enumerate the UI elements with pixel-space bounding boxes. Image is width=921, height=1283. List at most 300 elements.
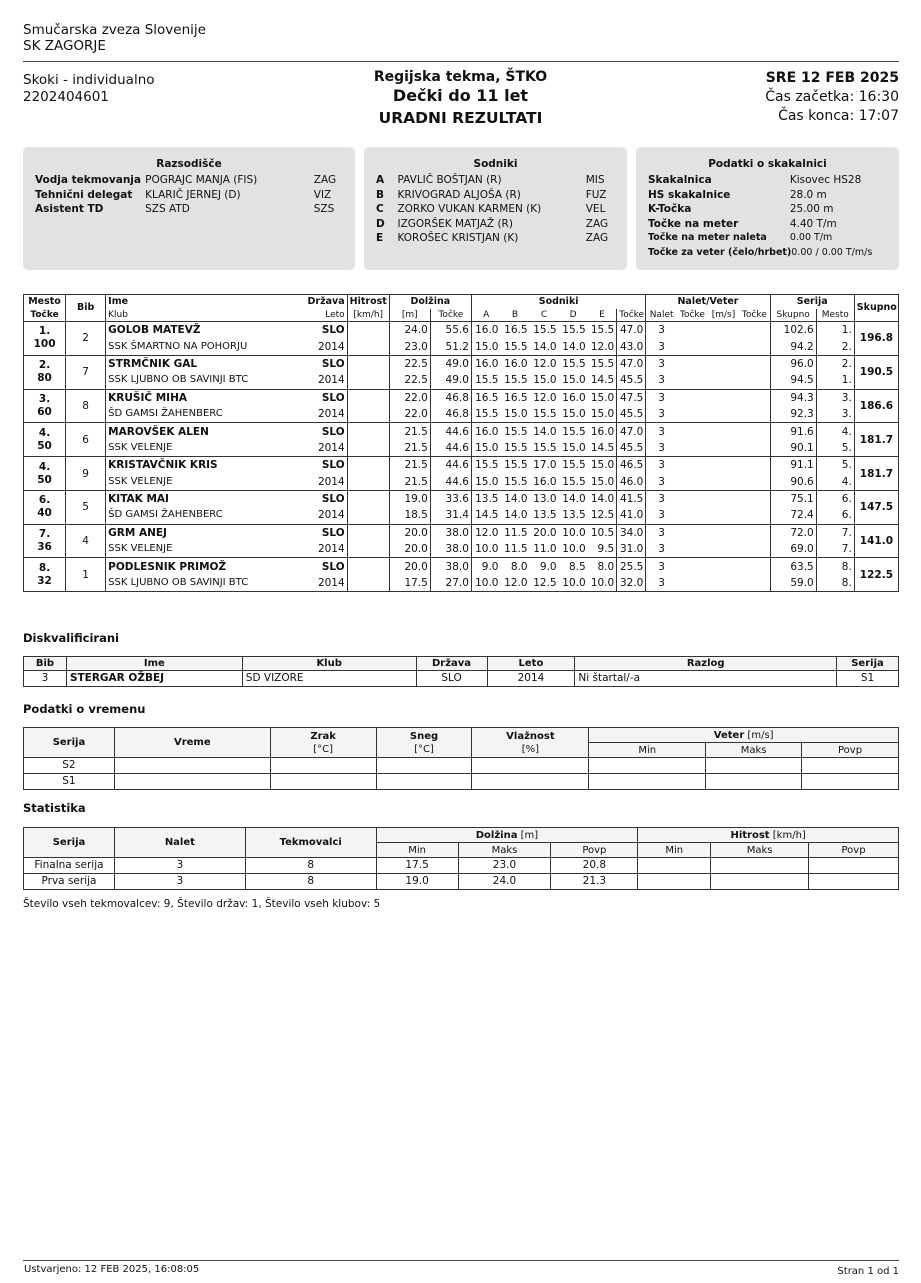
wind-points [739,423,770,440]
judge-score-a: 15.5 [471,372,500,389]
speed [347,490,389,507]
wind [708,423,739,440]
rank: 4. [38,460,51,473]
distance: 20.0 [389,541,430,558]
bib: 7 [66,355,106,389]
hill-label: HS skakalnice [648,188,731,201]
jury-code: VIZ [313,188,332,201]
club: SSK VELENJE [106,474,302,491]
judge-score-c: 12.0 [533,357,557,370]
wx-hdr-max: Maks [706,743,802,758]
gate: 3 [646,524,677,541]
stats-table [23,827,899,890]
series-total: 94.5 [770,372,816,389]
hdr-judges: Sodniki [471,295,645,309]
nation: SLO [302,524,347,541]
judge-letter: D [376,217,385,230]
judge-score-e: 12.0 [588,338,617,355]
judge-score-d: 16.0 [562,391,586,404]
athlete-name: GRM ANEJ [106,524,302,541]
athlete-name: STRMČNIK GAL [106,355,302,372]
total-points: 190.5 [854,355,898,389]
wind [708,372,739,389]
judge-code: VEL [585,203,606,216]
series-rank: 3. [816,406,854,423]
gate-points [677,423,708,440]
st-hdr-len-min: Min [376,843,458,858]
hdr-judge-e: E [588,309,617,322]
distance-points: 33.6 [430,490,471,507]
hdr-wind-unit: [m/s] [708,309,739,322]
hdr-gate: Nalet [646,309,677,322]
distance: 23.0 [389,338,430,355]
nation: SLO [302,490,347,507]
judge-score-c: 13.0 [533,493,557,506]
speed [347,389,389,406]
speed [347,558,389,575]
judge-name: KOROŠEC KRISTJAN (K) [397,232,519,245]
st-hdr-length: Dolžina [m] [376,828,638,843]
distance: 24.0 [389,322,430,339]
jury-code: ZAG [313,174,337,186]
weather-row [24,774,899,790]
dq-hdr-name: Ime [66,657,242,671]
result-row [24,524,899,541]
jury-code: SZS [313,203,335,216]
hill-row [648,246,887,261]
dq-year: 2014 [487,671,575,687]
distance-points: 49.0 [430,372,471,389]
weather-snow [376,758,472,774]
wind [708,406,739,423]
judge-points: 25.5 [617,558,646,575]
hdr-nation: Država [302,295,347,309]
series-total: 91.6 [770,423,816,440]
club: SSK LJUBNO OB SAVINJI BTC [106,372,302,389]
rank-cell [24,423,66,457]
birth-year: 2014 [302,338,347,355]
dq-hdr-series: Serija [837,657,899,671]
wx-hdr-avg: Povp [802,743,899,758]
judge-name: PAVLIČ BOŠTJAN (R) [397,174,502,186]
hdr-series-rank: Mesto [816,309,854,322]
page-number: Stran 1 od 1 [837,1266,899,1277]
judge-score-e: 8.0 [588,558,617,575]
hdr-bib: Bib [66,295,106,322]
series-total: 90.1 [770,440,816,457]
club: SSK LJUBNO OB SAVINJI BTC [106,575,302,592]
cup-points: 40 [37,507,52,520]
distance-points: 38.0 [430,558,471,575]
judge-score-d: 10.0 [559,575,588,592]
judge-score-e: 15.0 [588,474,617,491]
wx-hdr-humidity: Vlažnost [%] [472,728,589,758]
judge-score-a: 13.5 [471,490,500,507]
judge-score-a: 15.0 [471,338,500,355]
total-points: 196.8 [854,322,898,356]
gate-points [677,457,708,474]
judge-score-b: 14.0 [500,507,529,524]
distance-points: 49.0 [430,355,471,372]
birth-year: 2014 [302,372,347,389]
judge-score-a: 15.5 [471,406,500,423]
hill-label: K-Točka [648,203,692,216]
wind-points [739,575,770,592]
club: SSK VELENJE [106,541,302,558]
wind-points [739,541,770,558]
stats-len-max: 24.0 [458,874,551,890]
cup-points: 100 [33,338,56,351]
birth-year: 2014 [302,507,347,524]
speed [347,322,389,339]
judge-score-b: 12.0 [500,575,529,592]
stats-gate: 3 [114,858,245,874]
judge-letter: B [376,188,385,201]
jury-row [35,173,343,188]
gate: 3 [646,575,677,592]
wx-hdr-time: Vreme [114,728,270,758]
judge-score-c: 15.5 [530,406,559,423]
hdr-dist-points: Točke [430,309,471,322]
dq-hdr-club: Klub [242,657,416,671]
series-rank: 4. [816,423,854,440]
series-rank: 1. [816,372,854,389]
event-doc-type: URADNI REZULTATI [378,109,543,127]
bib: 1 [66,558,106,592]
judge-score-e: 10.0 [588,575,617,592]
jury-box [23,147,355,270]
speed [347,541,389,558]
stats-spd-avg [809,874,899,890]
dq-club: SD VIZORE [242,671,416,687]
footer-divider [23,1260,899,1261]
distance: 21.5 [389,440,430,457]
speed [347,423,389,440]
jury-name: POGRAJC MANJA (FIS) [145,174,258,186]
wind-points [739,389,770,406]
series-total: 72.4 [770,507,816,524]
distance: 20.0 [389,558,430,575]
birth-year: 2014 [302,474,347,491]
wind [708,322,739,339]
rank: 3. [38,392,51,405]
judge-score-a: 16.0 [471,322,500,339]
series-rank: 2. [816,338,854,355]
nation: SLO [302,355,347,372]
judge-row [376,231,615,246]
hill-label: Skakalnica [648,174,712,186]
series-rank: 7. [816,541,854,558]
judge-points: 47.0 [617,423,646,440]
judge-score-c: 12.0 [533,391,557,404]
rank-cell [24,490,66,524]
judge-score-d: 15.5 [559,474,588,491]
athlete-name: PODLESNIK PRIMOŽ [106,558,302,575]
cup-points: 36 [37,541,52,554]
result-row [24,474,899,491]
rank-cell [24,322,66,356]
wind-points [739,490,770,507]
distance: 22.5 [389,372,430,389]
judge-row [376,202,615,217]
speed [347,524,389,541]
jury-title: Razsodišče [156,158,222,170]
jury-name: SZS ATD [145,203,190,216]
judge-row [376,217,615,232]
hill-row [648,202,887,217]
dq-hdr-nation: Država [416,657,487,671]
rank-cell [24,558,66,592]
dq-bib: 3 [24,671,67,687]
wx-hdr-series: Serija [24,728,115,758]
result-row [24,457,899,474]
gate: 3 [646,541,677,558]
st-hdr-gate: Nalet [114,828,245,858]
weather-time [114,774,270,790]
rank: 2. [38,359,51,372]
dq-hdr-bib: Bib [24,657,67,671]
wind-points [739,507,770,524]
gate-points [677,575,708,592]
hill-value: Kisovec HS28 [789,174,862,186]
hill-value: 4.40 T/m [789,217,837,230]
event-title [300,69,621,129]
event-name: Regijska tekma, ŠTKO [373,69,548,85]
stats-series: Prva serija [24,874,115,890]
judges-box [364,147,627,270]
series-total: 63.5 [770,558,816,575]
series-rank: 5. [816,457,854,474]
cup-points: 50 [37,473,52,486]
wind [708,524,739,541]
wind [708,474,739,491]
judge-score-c: 15.5 [530,440,559,457]
series-total: 91.1 [770,457,816,474]
weather-wind-max [706,758,802,774]
distance-points: 44.6 [430,457,471,474]
stats-row [24,874,899,890]
total-points: 181.7 [854,457,898,491]
gate: 3 [646,507,677,524]
judge-score-c: 12.5 [530,575,559,592]
result-row [24,338,899,355]
dq-nation: SLO [416,671,487,687]
series-total: 72.0 [770,524,816,541]
judge-score-e: 16.0 [588,423,617,440]
gate-points [677,406,708,423]
stats-len-max: 23.0 [458,858,551,874]
total-points: 147.5 [854,490,898,524]
judge-score-a: 9.0 [471,558,500,575]
wind [708,338,739,355]
judge-name: IZGORŠEK MATJAŽ (R) [397,217,513,230]
series-total: 69.0 [770,541,816,558]
nation: SLO [302,322,347,339]
disqualified-title: Diskvalificirani [23,631,119,645]
stats-spd-min [638,858,711,874]
jury-role: Tehnični delegat [35,188,133,201]
distance: 20.0 [389,524,430,541]
wind [708,389,739,406]
birth-year: 2014 [302,406,347,423]
judge-score-c: 14.0 [533,425,557,438]
judge-score-b: 15.5 [500,338,529,355]
wind-points [739,457,770,474]
judge-score-e: 15.0 [588,389,617,406]
nation: SLO [302,423,347,440]
jury-role: Asistent TD [35,203,104,216]
result-row [24,507,899,524]
judge-score-b: 15.5 [504,459,528,472]
wind [708,490,739,507]
end-time: Čas konca: 17:07 [778,108,899,124]
judge-score-b: 15.5 [504,425,528,438]
stats-title: Statistika [23,801,86,815]
weather-air [270,758,376,774]
athlete-name: KITAK MAI [106,490,302,507]
rank-cell [24,355,66,389]
stats-spd-max [711,858,809,874]
judge-code: MIS [585,174,605,186]
st-hdr-spd-max: Maks [711,843,809,858]
distance: 21.5 [389,423,430,440]
series-rank: 1. [816,322,854,339]
club: SSK VELENJE [106,440,302,457]
wx-hdr-wind: Veter [m/s] [589,728,899,743]
wind-points [739,338,770,355]
weather-wind-min [589,774,706,790]
hdr-gate-points: Točke [677,309,708,322]
hdr-name: Ime [106,295,302,309]
stats-gate: 3 [114,874,245,890]
series-total: 102.6 [770,322,816,339]
weather-snow [376,774,472,790]
judge-score-a: 15.5 [471,457,500,474]
athlete-name: KRUŠIČ MIHA [106,389,302,406]
wind [708,457,739,474]
st-hdr-spd-min: Min [638,843,711,858]
judge-score-d: 10.0 [562,526,586,539]
stats-competitors: 8 [245,858,376,874]
hill-label: Točke na meter [648,217,739,230]
st-hdr-speed: Hitrost [km/h] [638,828,899,843]
wind [708,558,739,575]
st-hdr-len-max: Maks [458,843,551,858]
event-times [765,69,899,126]
gate-points [677,338,708,355]
total-points: 186.6 [854,389,898,423]
results-table [23,294,899,592]
judge-score-b: 15.5 [500,474,529,491]
wind-points [739,372,770,389]
rank-cell [24,389,66,423]
gate-points [677,372,708,389]
distance: 18.5 [389,507,430,524]
weather-series: S1 [24,774,115,790]
cup-points: 60 [37,405,52,418]
gate: 3 [646,355,677,372]
distance-points: 44.6 [430,474,471,491]
organizer-club: SK ZAGORJE [23,38,106,54]
series-total: 90.6 [770,474,816,491]
judge-score-c: 20.0 [533,526,557,539]
speed [347,338,389,355]
judge-score-c: 17.0 [533,459,557,472]
judge-score-d: 14.0 [559,338,588,355]
judge-code: FUZ [585,188,607,201]
judge-score-d: 10.0 [559,541,588,558]
organizer [23,22,206,54]
wind-points [739,524,770,541]
judge-points: 46.5 [617,457,646,474]
nation: SLO [302,457,347,474]
distance-points: 55.6 [430,322,471,339]
gate: 3 [646,474,677,491]
result-row [24,423,899,440]
distance: 22.0 [389,389,430,406]
judge-score-c: 15.0 [530,372,559,389]
judge-score-a: 16.0 [471,423,500,440]
judge-code: ZAG [585,217,609,230]
series-rank: 4. [816,474,854,491]
hill-label: Točke za veter (čelo/hrbet) [648,246,792,258]
speed [347,507,389,524]
bib: 4 [66,524,106,558]
series-rank: 3. [816,389,854,406]
gate-points [677,440,708,457]
dq-row [24,671,899,687]
judge-score-a: 16.0 [471,355,500,372]
distance-points: 44.6 [430,423,471,440]
weather-row [24,758,899,774]
judge-score-a: 16.5 [471,389,500,406]
event-discipline [23,72,155,106]
judge-score-d: 8.5 [568,560,586,573]
weather-time [114,758,270,774]
judge-score-a: 14.5 [471,507,500,524]
total-points: 141.0 [854,524,898,558]
hill-box [636,147,899,270]
discipline-label: Skoki - individualno [23,72,155,88]
judge-code: ZAG [585,232,609,245]
speed [347,406,389,423]
stats-competitors: 8 [245,874,376,890]
judge-points: 45.5 [617,406,646,423]
result-row [24,490,899,507]
result-row [24,575,899,592]
judge-points: 32.0 [617,575,646,592]
hill-row [648,173,887,188]
stats-len-min: 19.0 [376,874,458,890]
judge-score-a: 12.0 [471,524,500,541]
judge-score-a: 15.0 [471,474,500,491]
rank: 7. [38,528,51,541]
judge-points: 46.0 [617,474,646,491]
judge-row [376,188,615,203]
start-time: Čas začetka: 16:30 [765,89,899,105]
series-total: 96.0 [770,355,816,372]
stats-spd-avg [809,858,899,874]
result-row [24,355,899,372]
judge-score-c: 16.0 [530,474,559,491]
judge-score-c: 11.0 [530,541,559,558]
header-divider [23,61,899,62]
gate: 3 [646,322,677,339]
hdr-judge-a: A [471,309,500,322]
distance: 21.5 [389,457,430,474]
judge-score-d: 15.5 [562,459,586,472]
distance-points: 46.8 [430,389,471,406]
